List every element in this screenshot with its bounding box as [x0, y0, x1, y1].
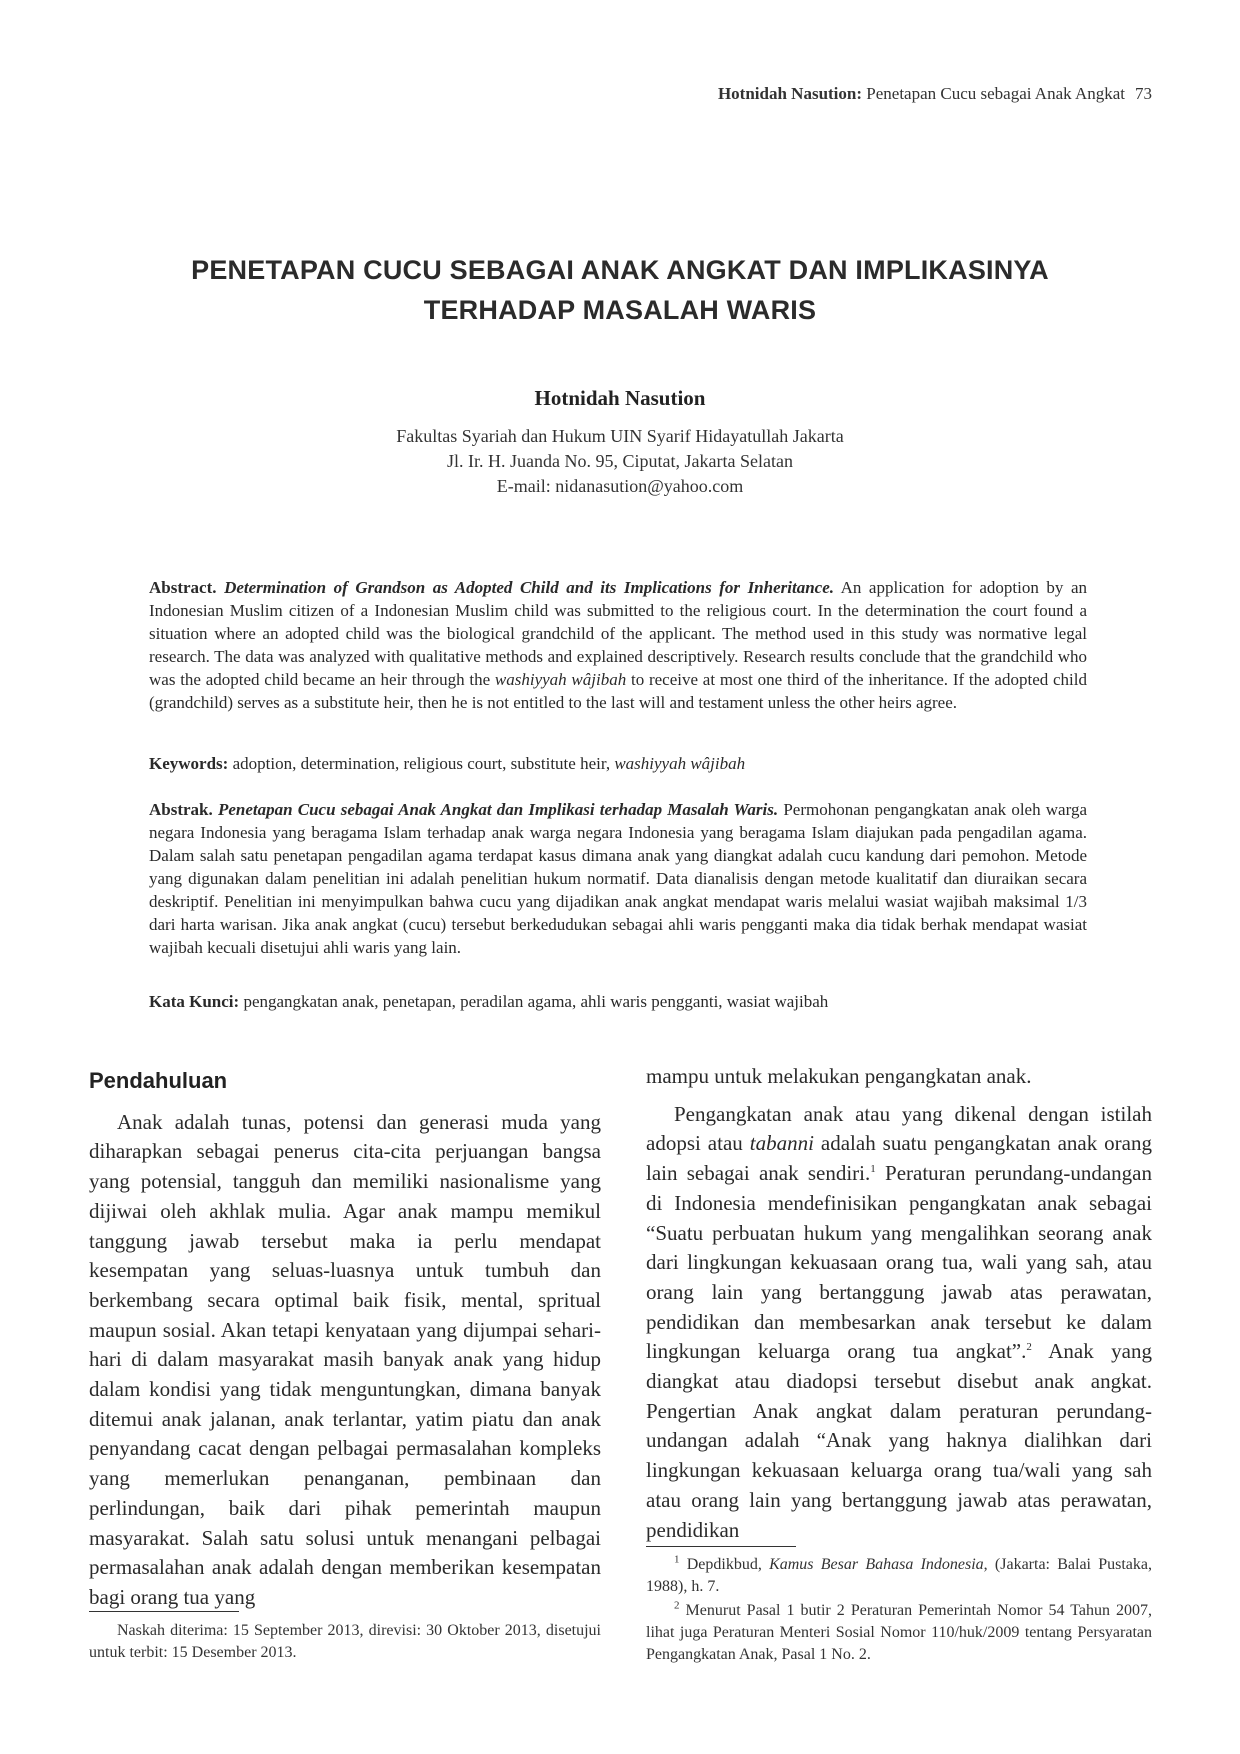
article-title-line-2: TERHADAP MASALAH WARIS [423, 295, 817, 325]
body-paragraph-continued: mampu untuk melakukan pengangkatan anak. [646, 1064, 1032, 1088]
abstract-id-text: Permohonan pengangkatan anak oleh warga negara Indonesia yang beragama Islam terhadap anak warga negara Indonesia yang beragama Islam diajukan pada pengadilan agama. Dalam salah satu penetapan pengadilan agama terdapat kasus dimana anak yang diangkat adalah cucu kandung dari pemohon. Metode yang digunakan dalam penelitian ini adalah penelitian hukum normatif. Data dianalisis dengan metode kualitatif dan diuraikan secara deskriptif. Penelitian ini menyimpulkan bahwa cucu yang dijadikan anak angkat mendapat waris melalui wasiat wajibah maksimal 1/3 dari harta warisan. Jika anak angkat (cucu) tersebut berkedudukan sebagai ahli waris pengganti maka dia tidak berhak mendapat wasiat wajibah kecuali disetujui ahli waris yang lain. [149, 800, 1088, 957]
abstract-en-text-2: to receive at most one third of the inheritance. If the adopted child (grandchild) serves as a substitute heir, then he is not entitled to the last will and testament unless the other heirs agree. [149, 670, 1087, 712]
section-heading: Pendahuluan [89, 1068, 228, 1093]
running-head [718, 84, 1152, 104]
article-title [0, 250, 1240, 330]
affiliation-line-1: Fakultas Syariah dan Hukum UIN Syarif Hidayatullah Jakarta [396, 426, 844, 446]
author-name: Hotnidah Nasution [534, 386, 706, 410]
keywords-en-term: washiyyah wâjibah [614, 754, 746, 773]
keywords-id-label: Kata Kunci: [149, 992, 240, 1011]
footnote-2-number: 2 [674, 1599, 680, 1612]
author-affiliation [0, 424, 1240, 499]
abstract-indonesian [149, 798, 1087, 959]
footnote-divider-right [646, 1546, 796, 1547]
footnote-1 [646, 1554, 1152, 1598]
body-column-right [646, 1062, 1152, 1545]
body-column-left [89, 1066, 601, 1613]
keywords-english [149, 752, 1087, 775]
abstract-en-text-1: An application for adoption by an Indonesian Muslim citizen of a Indonesian Muslim child was submitted to the religious court. In the determination the court found a situation where an adopted child was the biological grandchild of the applicant. The method used in this study was normative legal research. The data was analyzed with qualitative methods and explained descriptively. Research results conclude that the grandchild who was the adopted child became an heir through the [149, 578, 1087, 689]
footnote-ref-2[interactable]: 2 [1026, 1341, 1032, 1354]
affiliation-email: E-mail: nidanasution@yahoo.com [496, 476, 744, 496]
footnote-1-title: Kamus Besar Bahasa Indonesia [769, 1556, 984, 1573]
abstract-en-label: Abstract. [149, 578, 217, 597]
affiliation-line-2: Jl. Ir. H. Juanda No. 95, Ciputat, Jakarta Selatan [447, 451, 793, 471]
keywords-en-text: adoption, determination, religious court, substitute heir, [228, 754, 615, 773]
abstract-en-term: washiyyah wâjibah [494, 670, 627, 689]
running-head-title: Penetapan Cucu sebagai Anak Angkat [866, 84, 1125, 103]
keywords-id-text: pengangkatan anak, penetapan, peradilan agama, ahli waris pengganti, wasiat wajibah [239, 992, 829, 1011]
body-paragraph-1: Anak adalah tunas, potensi dan generasi muda yang diharapkan sebagai penerus cita-cita perjuangan bangsa yang potensial, tangguh dan memiliki nasionalisme yang dijiwai oleh akhlak mulia. Agar anak mampu memikul tanggung jawab tersebut maka ia perlu mendapat kesempatan yang seluas-luasnya untuk tumbuh dan berkembang secara optimal baik fisik, mental, spritual maupun sosial. Akan tetapi kenyataan yang dijumpai sehari-hari di dalam masyarakat masih banyak anak yang hidup dalam kondisi yang tidak menguntungkan, dimana banyak ditemui anak jalanan, anak terlantar, yatim piatu dan anak penyandang cacat dengan pelbagai permasalahan kompleks yang memerlukan penanganan, pembinaan dan perlindungan, baik dari pihak pemerintah maupun masyarakat. Salah satu solusi untuk menangani pelbagai permasalahan anak adalah dengan memberikan kesempatan bagi orang tua yang [89, 1109, 601, 1609]
footnote-received-text: Naskah diterima: 15 September 2013, direvisi: 30 Oktober 2013, disetujui untuk terbit: 15 Desember 2013. [89, 1622, 601, 1661]
abstract-id-label: Abstrak. [149, 800, 213, 819]
body-p2-text-a: Pengangkatan anak atau yang dikenal dengan istilah adopsi atau [646, 1101, 1152, 1156]
footnote-2-text: Menurut Pasal 1 butir 2 Peraturan Pemerintah Nomor 54 Tahun 2007, lihat juga Peraturan Menteri Sosial Nomor 110/huk/2009 tentang Persyaratan Pengangkatan Anak, Pasal 1 No. 2. [646, 1602, 1152, 1663]
footnote-divider-left [89, 1611, 239, 1612]
keywords-en-label: Keywords: [149, 754, 229, 773]
abstract-en-title: Determination of Grandson as Adopted Child and its Implications for Inheritance. [224, 578, 834, 597]
abstract-id-title: Penetapan Cucu sebagai Anak Angkat dan Implikasi terhadap Masalah Waris. [217, 800, 779, 819]
abstract-english [149, 576, 1087, 714]
body-p2-text-d: Anak yang diangkat atau diadopsi tersebut disebut anak angkat. Pengertian Anak angkat dalam peraturan perundang-undangan adalah “Anak yang haknya dialihkan dari lingkungan kekuasaan keluarga orang tua/wali yang sah atau orang lain yang bertanggung jawab atas perawatan, pendidikan [646, 1339, 1152, 1542]
article-title-line-1: PENETAPAN CUCU SEBAGAI ANAK ANGKAT DAN IMPLIKASINYA [191, 255, 1049, 285]
body-paragraph-2 [646, 1100, 1152, 1546]
running-head-author: Hotnidah Nasution: [717, 84, 863, 103]
body-p2-term: tabanni [749, 1131, 814, 1156]
footnote-1-number: 1 [674, 1553, 680, 1566]
footnote-1-text-a: Depdikbud, [679, 1556, 770, 1573]
body-p2-text-b: adalah suatu pengangkatan anak orang lain sebagai anak sendiri. [646, 1131, 1153, 1186]
keywords-indonesian [149, 990, 1087, 1013]
footnote-received [89, 1620, 601, 1664]
footnote-2 [646, 1600, 1152, 1666]
footnotes-right [646, 1554, 1152, 1668]
footnote-1-text-b: , (Jakarta: Balai Pustaka, 1988), h. 7. [646, 1556, 1152, 1595]
page-number: 73 [1135, 84, 1152, 103]
body-p2-text-c: Peraturan perundang-undangan di Indonesia mendefinisikan pengangkatan anak sebagai “Suatu perbuatan hukum yang mengalihkan seorang anak dari lingkungan kekuasaan orang tua, wali yang sah, atau orang lain yang bertanggung jawab atas perawatan, pendidikan dan membesarkan anak tersebut ke dalam lingkungan keluarga orang tua angkat”. [646, 1161, 1152, 1364]
footnote-ref-1[interactable]: 1 [870, 1163, 876, 1176]
